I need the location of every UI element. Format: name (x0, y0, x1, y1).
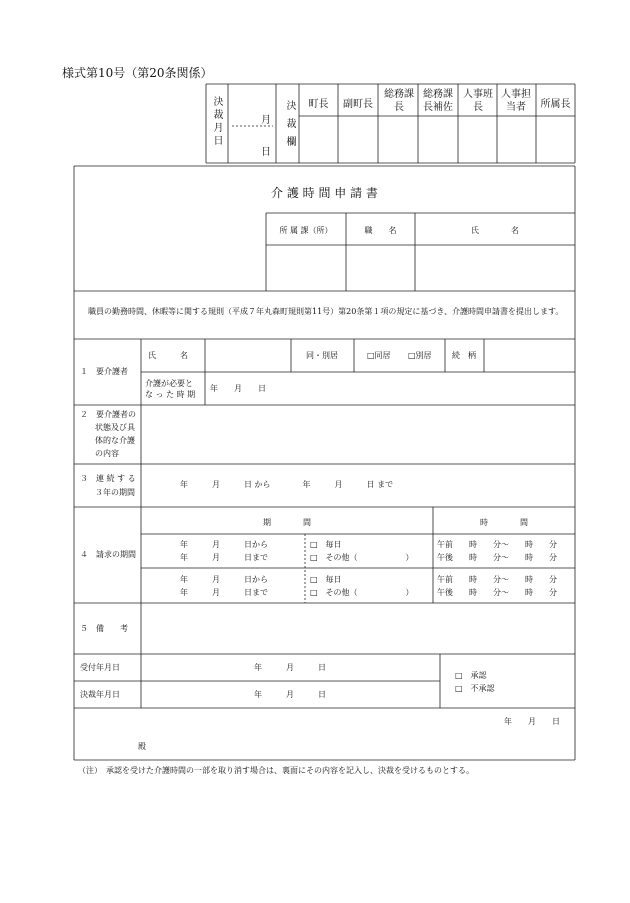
role-personnel-staff: 人事担当者 (501, 89, 531, 113)
final-date: 年 月 日 (504, 717, 560, 726)
approval-column-label: 決裁欄 (284, 100, 295, 154)
section4-label: ４ 請求の期間 (80, 550, 136, 559)
approve-checkbox[interactable]: □ 承認 (455, 671, 487, 680)
care-need-date: 年 月 日 (210, 384, 266, 393)
cohabit-together-checkbox[interactable]: □同居 (367, 351, 391, 360)
care-need-label-line2: な っ た 時 期 (145, 390, 196, 399)
request-row1-pm-time: 午後 時 分～ 時 分 (437, 553, 557, 562)
section2-label-line2: 状態及び具 (95, 423, 135, 432)
received-date-value: 年 月 日 (254, 663, 326, 672)
role-deputy-mayor: 副町長 (343, 99, 373, 110)
role-general-affairs-chief: 総務課長 (384, 89, 414, 113)
request-row1-am-time: 午前 時 分～ 時 分 (437, 540, 557, 549)
section2-label-line4: の内容 (95, 449, 119, 458)
intro-text: 職員の勤務時間、休暇等に関する規則（平成７年丸森町規則第11号）第20条第１項の規定に基づき、介護時間申請書を提出します。 (88, 307, 564, 316)
request-row2-pm-time: 午後 時 分～ 時 分 (437, 588, 557, 597)
section2-label-line1: ２ 要介護者の (80, 410, 136, 419)
approval-month-label: 月 (261, 115, 271, 126)
role-personnel-section-chief: 人事班長 (463, 89, 493, 113)
name-label: 氏 名 (471, 226, 519, 235)
cohabit-label: 同・別居 (306, 351, 338, 360)
dept-label: 所 属 課（所） (279, 226, 333, 235)
section1-name-label: 氏 名 (148, 351, 188, 360)
relation-label: 続 柄 (452, 351, 476, 360)
reject-checkbox[interactable]: □ 不承認 (455, 684, 495, 693)
approval-day-label: 日 (261, 147, 271, 158)
addressee-suffix: 殿 (138, 742, 146, 751)
received-date-label: 受付年月日 (80, 663, 120, 672)
request-row2-other-checkbox[interactable]: □ その他（ ） (310, 588, 414, 597)
position-label: 職 名 (364, 226, 397, 235)
request-row2-daily-checkbox[interactable]: □ 毎日 (310, 575, 342, 584)
section3-period: 年 月 日 から 年 月 日 まで (180, 480, 394, 489)
decided-date-label: 決裁年月日 (80, 690, 120, 699)
form-number: 様式第10号（第20条関係） (62, 66, 213, 80)
section2-label-line3: 体的な介護 (95, 436, 135, 445)
role-department-head: 所属長 (540, 99, 571, 110)
request-row1-from: 年 月 日から (180, 540, 268, 549)
role-general-affairs-assistant: 総務課長補佐 (423, 89, 453, 113)
footnote: （注） 承認を受けた介護時間の一部を取り消す場合は、裏面にその内容を記入し、決裁を受けるものとする。 (78, 766, 474, 775)
care-need-label-line1: 介護が必要と (145, 379, 193, 388)
request-row2-am-time: 午前 時 分～ 時 分 (437, 575, 557, 584)
section4-period-header: 期 間 (263, 518, 311, 527)
decided-date-value: 年 月 日 (254, 690, 326, 699)
cohabit-separate-checkbox[interactable]: □別居 (408, 351, 432, 360)
section1-label: １ 要介護者 (80, 367, 128, 376)
section3-label-line1: ３ 連 続 す る (80, 474, 136, 483)
role-mayor: 町長 (308, 99, 329, 110)
form-title: 介 護 時 間 申 請 書 (271, 186, 378, 200)
request-row2-to: 年 月 日まで (180, 588, 268, 597)
section3-label-line2: ３年の期間 (95, 488, 135, 497)
request-row1-other-checkbox[interactable]: □ その他（ ） (310, 553, 414, 562)
request-row1-to: 年 月 日まで (180, 553, 268, 562)
request-row1-daily-checkbox[interactable]: □ 毎日 (310, 540, 342, 549)
decision-date-label: 決裁月日 (211, 96, 222, 148)
section5-label: ５ 備 考 (80, 624, 128, 633)
section4-time-header: 時 間 (480, 518, 528, 527)
request-row2-from: 年 月 日から (180, 575, 268, 584)
